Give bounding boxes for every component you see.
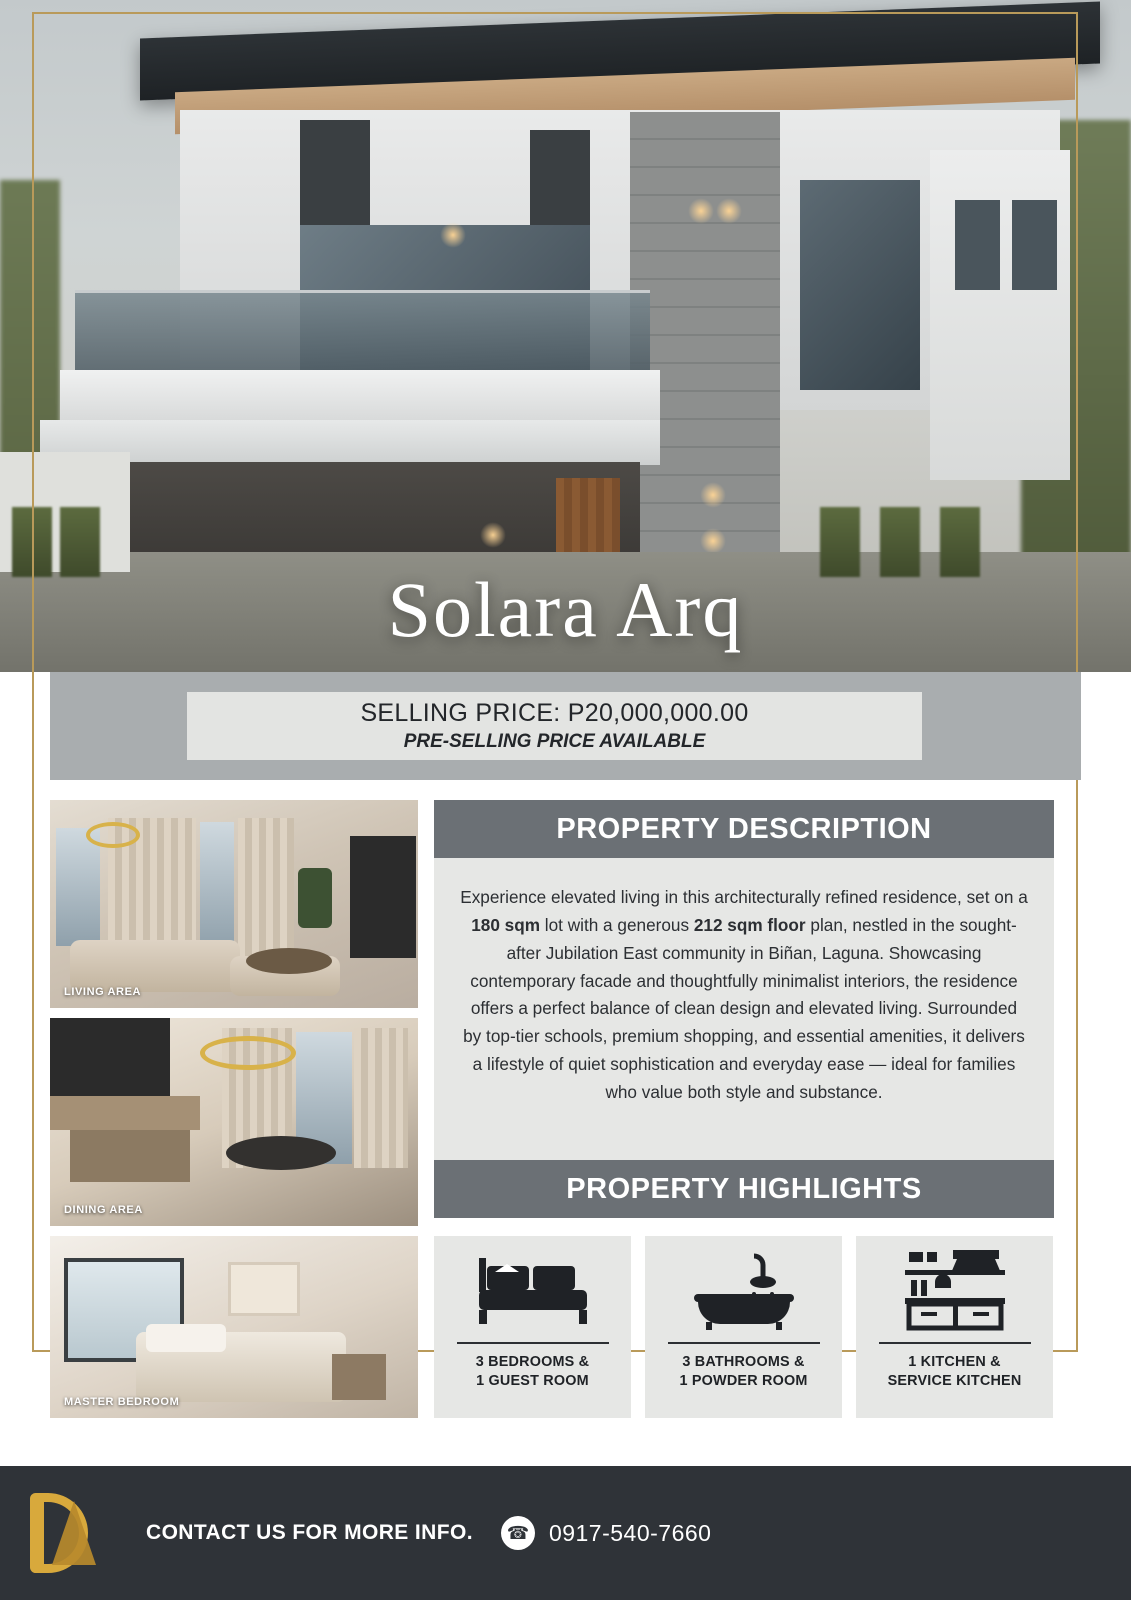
pre-selling-note: PRE-SELLING PRICE AVAILABLE: [403, 731, 706, 752]
curtain: [354, 1028, 408, 1168]
upper-accent-panel: [300, 120, 370, 225]
highlight-card-bedrooms: [434, 1236, 631, 1418]
pillow: [146, 1324, 226, 1352]
highlight-card-bathrooms: [645, 1236, 842, 1418]
phone-number[interactable]: 0917-540-7660: [548, 1519, 712, 1546]
desc-floor-area: 212 sqm floor: [693, 914, 806, 935]
highlight-card-kitchen: [856, 1236, 1053, 1418]
balcony-glass-railing: [75, 290, 650, 372]
indoor-plant: [298, 868, 332, 928]
desc-part-1: Experience elevated living in this architecturally refined residence, set on a: [460, 887, 1028, 907]
kitchen-upper-cabinets: [50, 1018, 170, 1096]
hero-image: [0, 0, 1131, 672]
highlight-line-1: 3 BEDROOMS &: [475, 1354, 590, 1370]
wall-light-glow-1: [440, 222, 466, 248]
photo-living-area: [50, 800, 418, 1008]
tv-screen: [350, 836, 416, 958]
wall-art: [228, 1262, 300, 1316]
divider: [668, 1342, 820, 1344]
property-description-body: [434, 858, 1054, 1160]
highlight-line-2: SERVICE KITCHEN: [887, 1373, 1022, 1390]
highlight-line-2: 1 GUEST ROOM: [476, 1373, 589, 1390]
highlight-line-2: 1 POWDER ROOM: [679, 1373, 808, 1390]
kitchen-counter: [50, 1096, 200, 1130]
right-window-glazing: [800, 180, 920, 390]
price-band: [50, 672, 1081, 780]
property-description-heading: PROPERTY DESCRIPTION: [434, 800, 1054, 858]
divider: [879, 1342, 1031, 1344]
ring-light: [86, 822, 140, 848]
right-window-small-2: [1012, 200, 1057, 290]
window-pane: [200, 822, 234, 948]
highlight-text-kitchen: [888, 1353, 1022, 1392]
desc-part-3: plan, nestled in the sought-after Jubilation East community in Biñan, Laguna. Showcasing contemporary facade and thoughtfully minimalist interiors, the residence offers a perfect balance of clean design and elevated living. Surrounded by top-tier schools, premium shopping, and essential amenities, it delivers a lifestyle of quiet sophistication and everyday ease — ideal for families who value both style and substance.: [463, 914, 1025, 1103]
price-box: [187, 692, 922, 760]
photo-caption: DINING AREA: [64, 1204, 143, 1216]
photo-caption: LIVING AREA: [64, 986, 142, 998]
bed-icon: [473, 1236, 593, 1342]
brand-title: Solara Arq: [387, 566, 744, 653]
highlight-line-1: 3 BATHROOMS &: [682, 1354, 805, 1370]
balcony-slab: [60, 370, 660, 425]
highlight-text-bedrooms: [476, 1353, 590, 1392]
wall-light-glow-6: [480, 522, 506, 548]
bathtub-shower-icon: [684, 1236, 804, 1342]
photo-caption: MASTER BEDROOM: [64, 1396, 180, 1408]
photo-master-bedroom: [50, 1236, 418, 1418]
curtain: [238, 818, 294, 958]
bar-stools: [70, 1130, 190, 1182]
kitchen-icon: [895, 1236, 1015, 1342]
da-monogram-logo: [22, 1487, 114, 1579]
dining-table: [226, 1136, 336, 1170]
photo-dining-area: [50, 1018, 418, 1226]
logo-letter-a: [52, 1501, 96, 1565]
property-highlights-heading: PROPERTY HIGHLIGHTS: [434, 1160, 1054, 1218]
wall-light-glow-5: [700, 528, 726, 554]
phone-icon: ☎: [501, 1516, 535, 1550]
selling-price-text: SELLING PRICE: P20,000,000.00: [360, 699, 749, 727]
divider: [457, 1342, 609, 1344]
coffee-table: [246, 948, 332, 974]
right-window-small-1: [955, 200, 1000, 290]
sofa: [70, 940, 240, 992]
carport-canopy: [40, 420, 660, 465]
highlight-line-1: 1 KITCHEN &: [908, 1354, 1001, 1370]
desc-lot-size: 180 sqm: [471, 914, 541, 935]
nightstand: [332, 1354, 386, 1400]
wall-light-glow-4: [700, 482, 726, 508]
upper-accent-panel-2: [530, 130, 590, 225]
desc-part-2: lot with a generous: [540, 914, 694, 935]
ring-chandelier: [200, 1036, 296, 1070]
window-pane: [56, 828, 100, 946]
wall-light-glow-2: [688, 198, 714, 224]
wall-light-glow-3: [716, 198, 742, 224]
highlight-text-bathrooms: [679, 1353, 807, 1392]
contact-cta-text: CONTACT US FOR MORE INFO.: [146, 1521, 473, 1544]
footer-contact-bar: [0, 1466, 1131, 1600]
